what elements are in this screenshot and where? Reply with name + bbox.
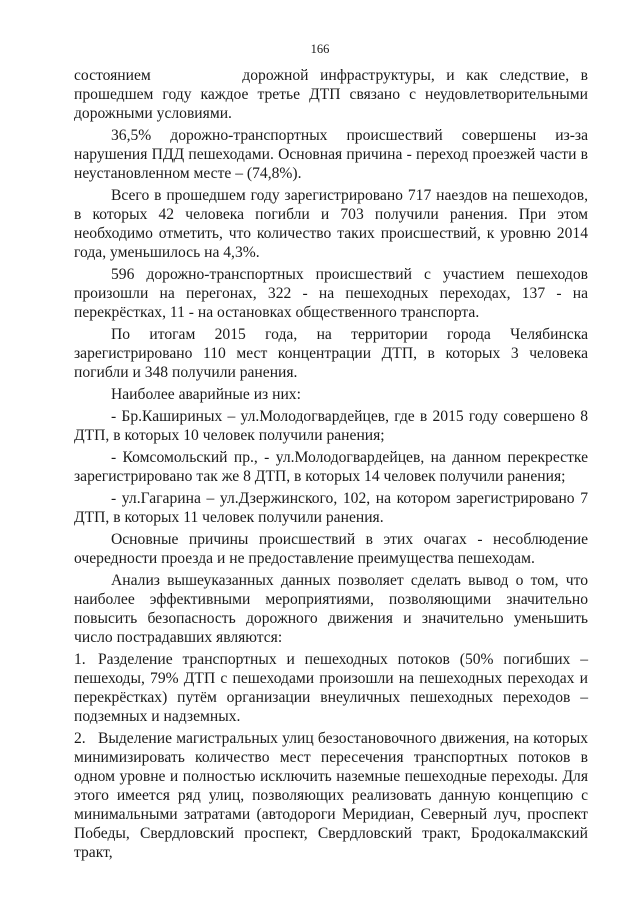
list-text: Разделение транспортных и пешеходных потоков (50% погибших – пешеходы, 79% ДТП с пешеходами произошли на пешеходных переходах и перекрёстках) путём организации внеуличных пешеходных переходов – подземных и надземных.: [74, 651, 588, 725]
paragraph: - ул.Гагарина – ул.Дзержинского, 102, на котором зарегистрировано 7 ДТП, в которых 11 человек получили ранения.: [74, 490, 588, 526]
list-text: Выделение магистральных улиц безостановочного движения, на которых минимизировать количество мест пересечения транспортных потоков в одном уровне и полностью исключить наземные пешеходные переходы. Для этого имеется ряд улиц, позволяющих реализовать данную концепцию с минимальными затратами (автодороги Меридиан, Северный луч, проспект Победы, Свердловский проспект, Свердловский тракт, Бродокалмакский тракт,: [74, 730, 588, 861]
first-line-word: состоянием: [74, 67, 151, 84]
first-line: [74, 66, 588, 85]
list-number: 1.: [74, 651, 86, 668]
first-line-word: и: [446, 67, 455, 84]
paragraph: Основные причины происшествий в этих очагах - несоблюдение очередности проезда и не предоставление преимущества пешеходам.: [74, 531, 588, 567]
paragraph: 596 дорожно-транспортных происшествий с участием пешеходов произошли на перегонах, 322 - на пешеходных переходах, 137 - на перекрёстках, 11 - на остановках общественного транспорта.: [74, 266, 588, 321]
paragraph: - Бр.Кашириных – ул.Молодогвардейцев, где в 2015 году совершено 8 ДТП, в которых 10 человек получили ранения;: [74, 408, 588, 444]
first-line-word: дорожной: [242, 67, 309, 84]
document-body: [74, 66, 588, 865]
first-line-word: как: [466, 67, 488, 84]
list-number: 2.: [74, 730, 86, 747]
paragraph: Наиболее аварийные из них:: [111, 386, 301, 403]
first-line-word: инфраструктуры,: [320, 67, 435, 84]
paragraph: 36,5% дорожно-транспортных происшествий совершены из-за нарушения ПДД пешеходами. Основная причина - переход проезжей части в неустановленном месте – (74,8%).: [74, 127, 588, 182]
list-item: [74, 729, 588, 862]
paragraph: Всего в прошедшем году зарегистрировано 717 наездов на пешеходов, в которых 42 человека погибли и 703 получили ранения. При этом необходимо отметить, что количество таких происшествий, к уровню 2014 года, уменьшилось на 4,3%.: [74, 187, 588, 261]
paragraph-continuation: прошедшем году каждое третье ДТП связано с неудовлетворительными дорожными условиями.: [74, 86, 588, 122]
paragraph: Анализ вышеуказанных данных позволяет сделать вывод о том, что наиболее эффективными мероприятиями, позволяющими значительно повысить безопасность дорожного движения и значительно уменьшить число пострадавших являются:: [74, 572, 588, 646]
paragraph: - Комсомольский пр., - ул.Молодогвардейцев, на данном перекрестке зарегистрировано так же 8 ДТП, в которых 14 человек получили ранения;: [74, 449, 588, 485]
first-line-word: следствие,: [499, 67, 570, 84]
paragraph: По итогам 2015 года, на территории города Челябинска зарегистрировано 110 мест концентрации ДТП, в которых 3 человека погибли и 348 получили ранения.: [74, 326, 588, 381]
page-number: 166: [310, 42, 330, 56]
first-line-word: в: [580, 67, 588, 84]
list-item: [74, 650, 588, 726]
